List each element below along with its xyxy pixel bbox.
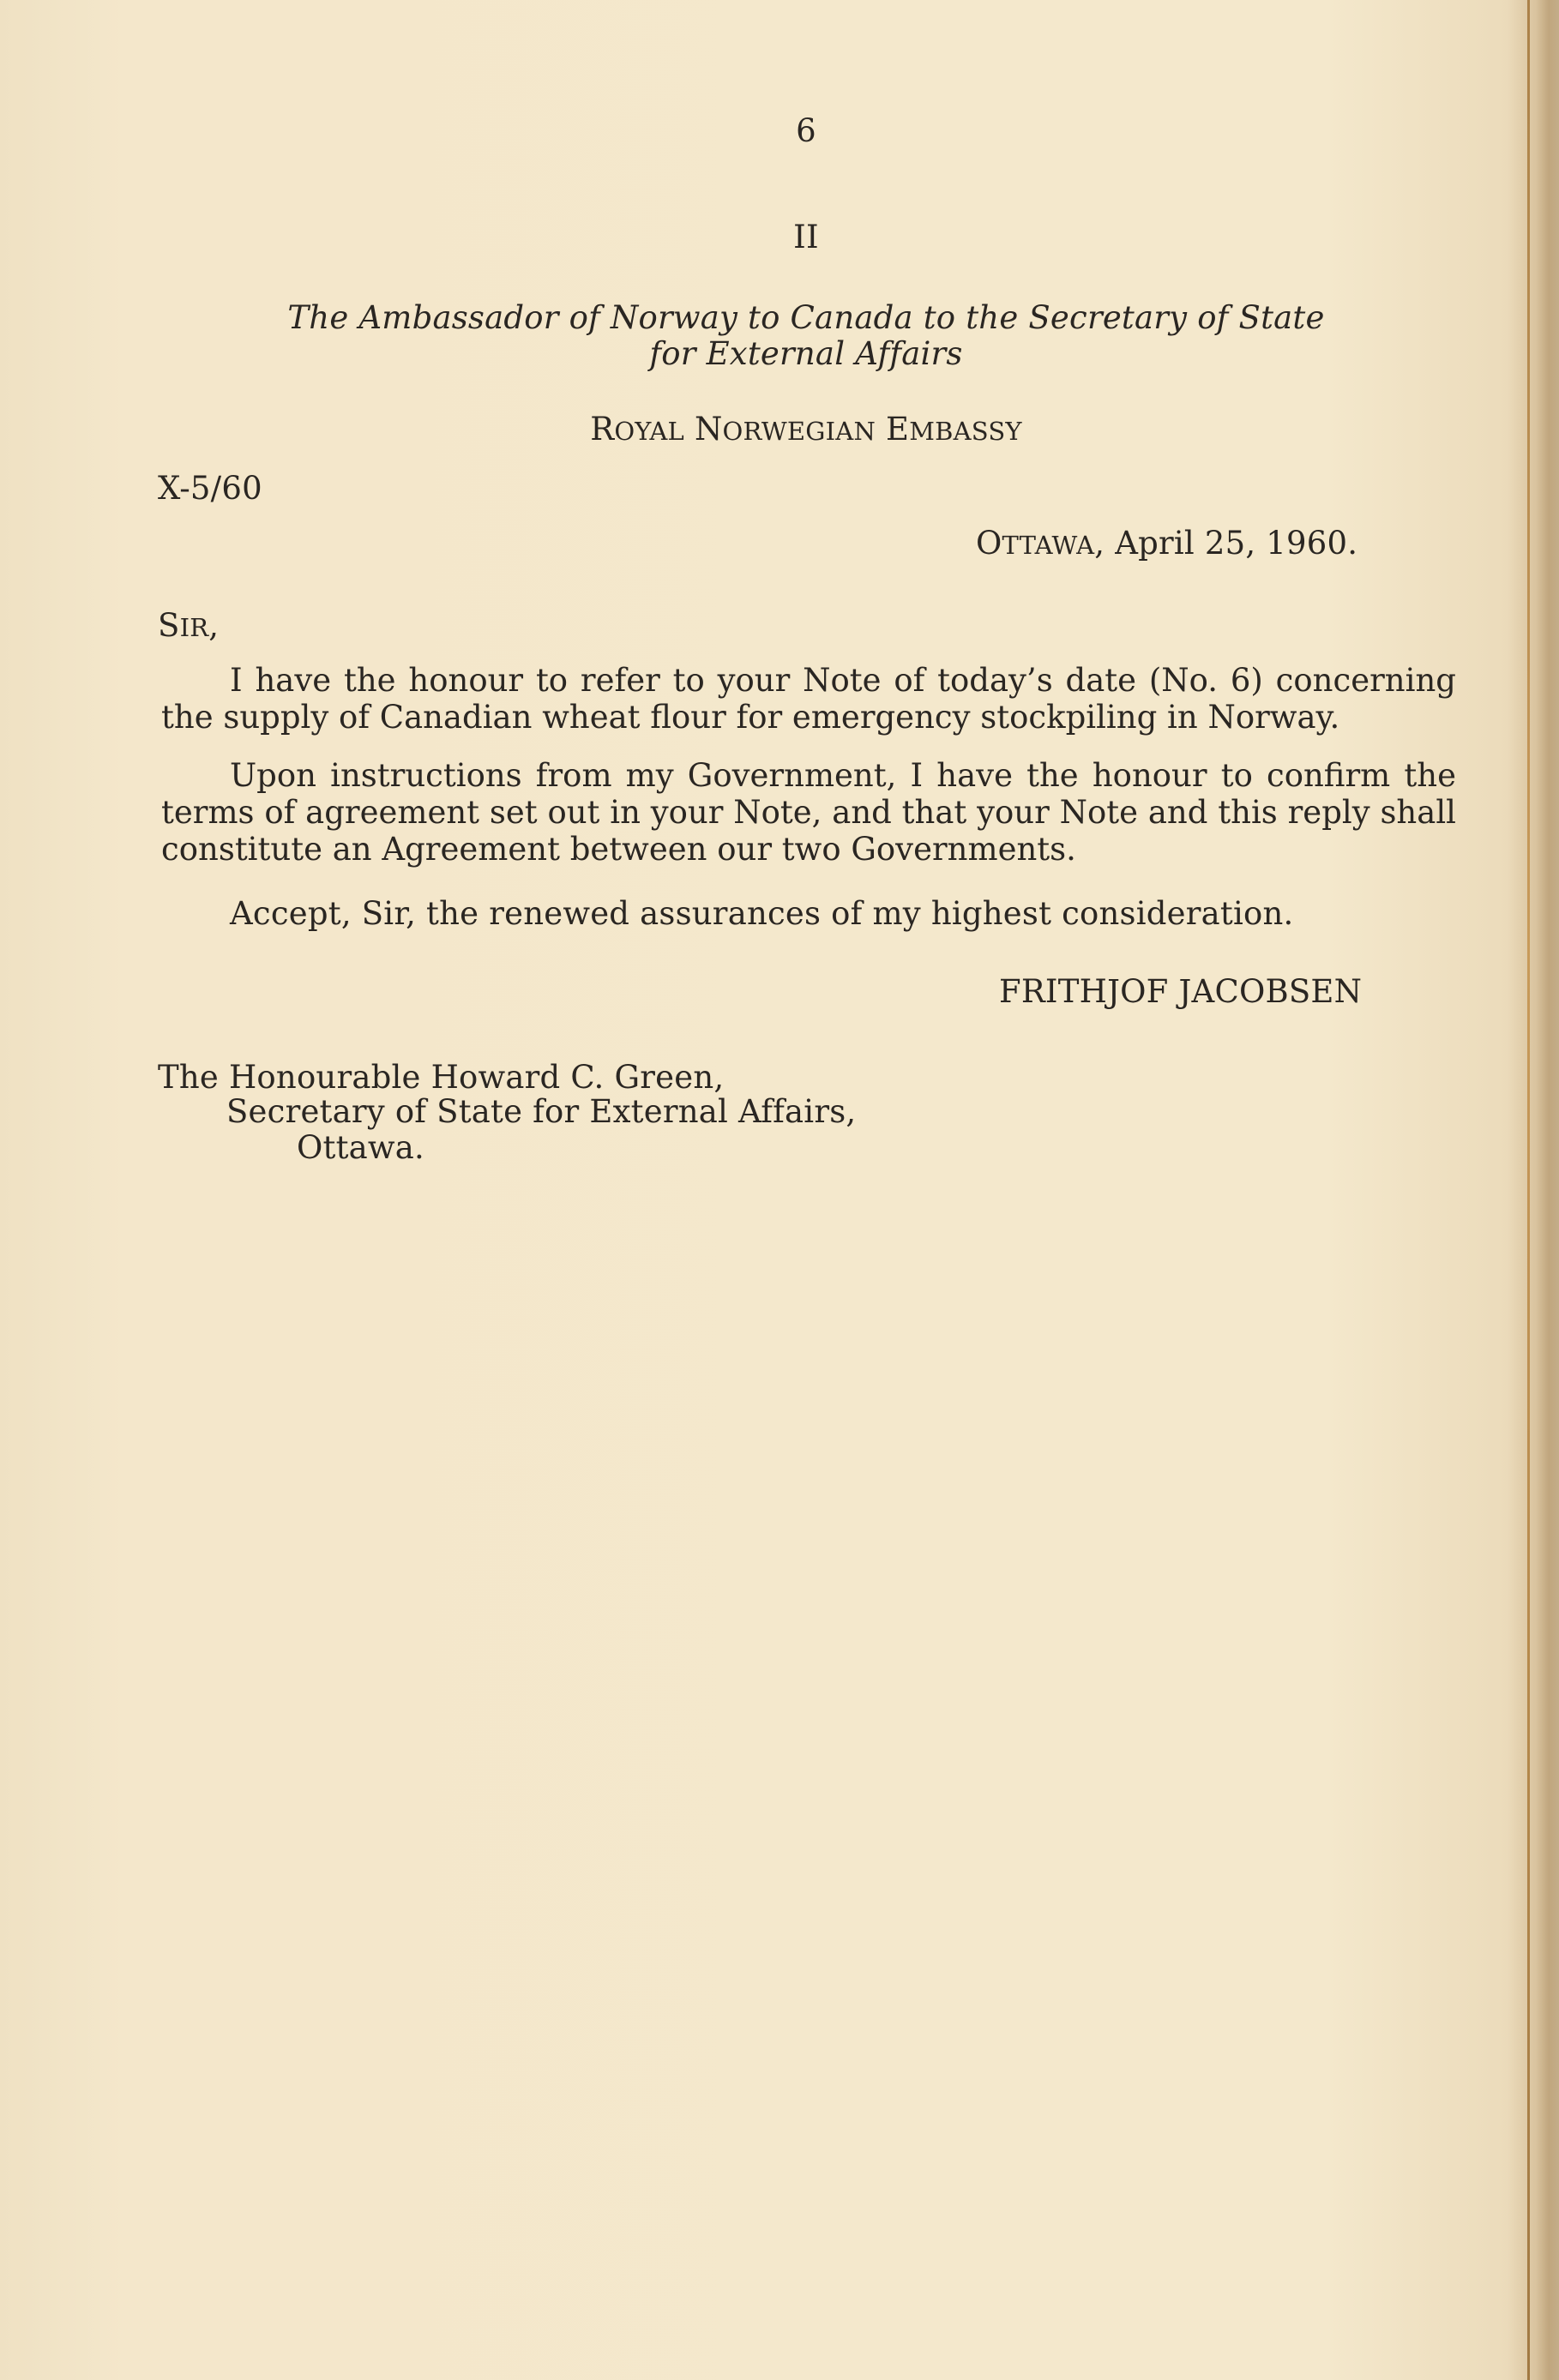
embassy-cap-3: E [886, 411, 910, 448]
salutation [158, 607, 220, 644]
place-small: TTAWA [1002, 531, 1095, 560]
heading-line-1: The Ambassador of Norway to Canada to the Secretary of State [287, 299, 1325, 336]
date-text: , April 25, 1960. [1094, 525, 1358, 562]
salutation-punct: , [208, 607, 220, 644]
embassy-name [0, 411, 1559, 448]
place-cap: O [976, 525, 1002, 562]
paragraph-2: Upon instructions from my Government, I have the honour to confirm the terms of agreement set out in your Note, and that your Note and this reply shall constitute an Agreement between our two Governments. [161, 757, 1456, 868]
addressee-line-1: The Honourable Howard C. Green, [158, 1059, 725, 1096]
addressee-line-3: Ottawa. [297, 1129, 425, 1166]
heading-line-2: for External Affairs [649, 335, 963, 372]
embassy-small-2: ORWEGIAN [722, 417, 876, 446]
paragraph-3: Accept, Sir, the renewed assurances of my highest consideration. [230, 895, 1294, 932]
signature: FRITHJOF JACOBSEN [999, 973, 1363, 1010]
salutation-small: IR [179, 613, 209, 642]
page-number: 6 [796, 112, 816, 149]
embassy-small-1: OYAL [614, 417, 684, 446]
embassy-cap-1: R [590, 411, 615, 448]
place-and-date [976, 525, 1358, 562]
section-number: II [793, 219, 819, 255]
paragraph-1: I have the honour to refer to your Note of today’s date (No. 6) concerning the supply of Canadian wheat flour for emergency stockpiling in Norway. [161, 662, 1456, 736]
salutation-cap: S [158, 607, 180, 644]
reference-number: X-5/60 [158, 470, 262, 507]
embassy-small-3: MBASSY [909, 417, 1022, 446]
embassy-cap-2: N [694, 411, 723, 448]
addressee-line-2: Secretary of State for External Affairs, [226, 1093, 857, 1130]
